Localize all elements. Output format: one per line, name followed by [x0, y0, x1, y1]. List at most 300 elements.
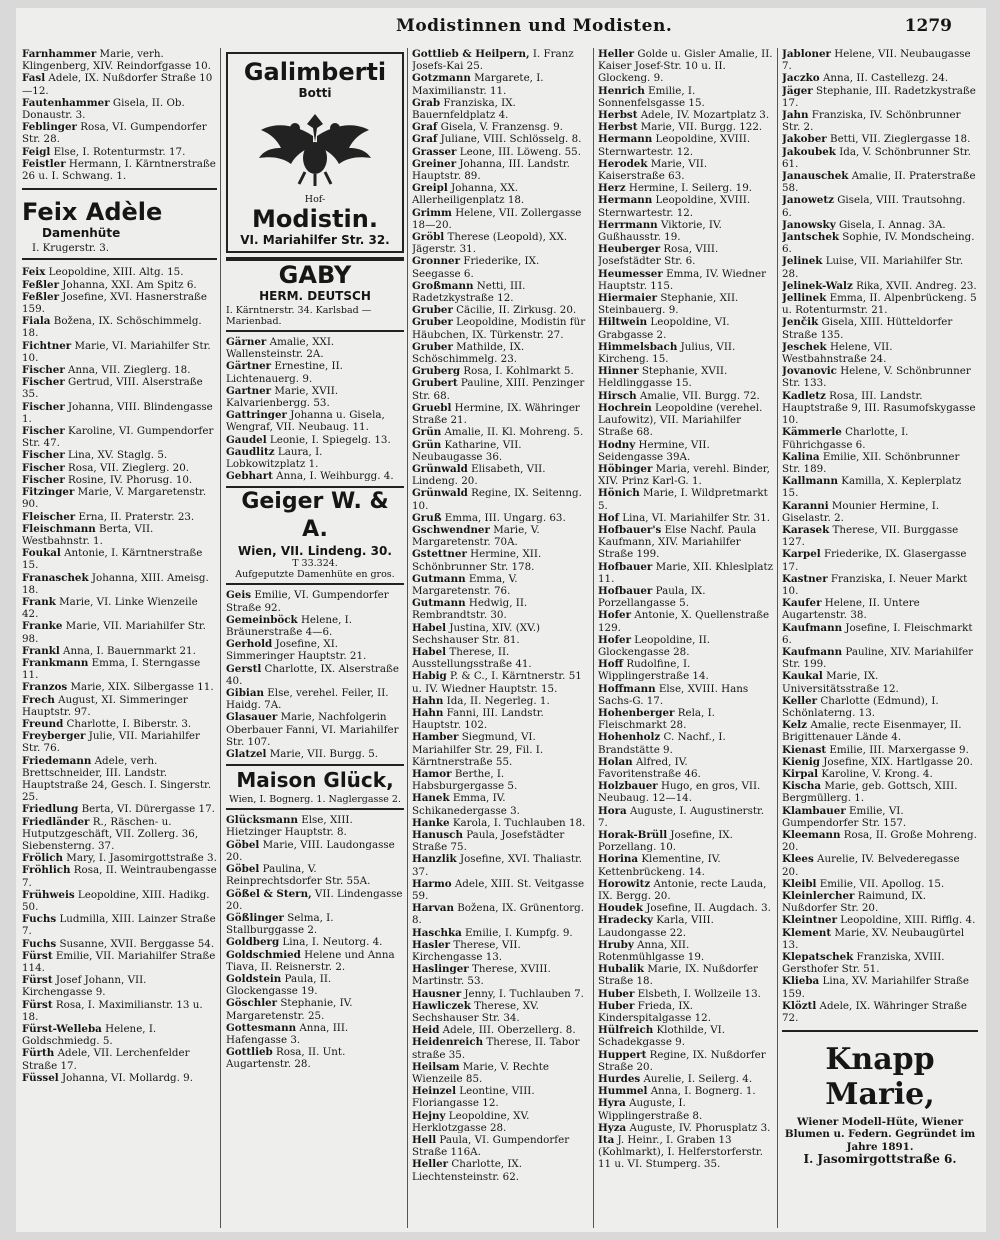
directory-entry — [412, 1085, 590, 1109]
directory-entry — [412, 158, 590, 182]
directory-entry — [598, 48, 774, 85]
entry-address: Paula, VI. Gumpendorfer Straße 116A. — [412, 1134, 570, 1159]
directory-entry — [412, 939, 590, 963]
entry-name: Fischer — [22, 473, 65, 486]
directory-entry — [226, 949, 404, 973]
entry-address: Helene, I. Bräunerstraße 4—6. — [226, 613, 353, 639]
entry-address: Leopoldine, VI. Grabgasse 2. — [598, 316, 730, 341]
entry-address: Stephanie, IV. Margaretenstr. 25. — [226, 997, 353, 1022]
ad-feix-sub: Damenhüte — [42, 226, 121, 241]
entry-address: Alfred, IV. Favoritenstraße 46. — [598, 755, 701, 780]
entry-address: Lina, I. Neutorg. 4. — [279, 936, 383, 949]
directory-entry — [412, 72, 590, 96]
directory-entry — [412, 524, 590, 548]
page-title: Modistinnen und Modisten. — [396, 16, 673, 36]
entry-name: Gschwendner — [412, 523, 490, 536]
entry-name: Harmo — [412, 877, 452, 890]
directory-entry — [226, 936, 404, 948]
directory-entry — [412, 573, 590, 597]
entry-name: Habel — [412, 621, 447, 634]
entry-address: Auguste, I. Augustinerstr. 7. — [598, 804, 765, 829]
entry-address: Marie, IX. Universitätsstraße 12. — [782, 670, 899, 695]
directory-entry — [782, 744, 978, 756]
entry-name: Hiermaier — [598, 292, 658, 305]
entry-address: Leone, III. Löweng. 55. — [456, 145, 581, 158]
column-divider — [593, 48, 594, 1228]
entry-address: Else, XVIII. Hans Sachs-G. 17. — [598, 682, 749, 707]
entry-name: Fürst-Welleba — [22, 1023, 102, 1036]
column-1-entries-bottom — [22, 266, 217, 1084]
entry-name: Franzos — [22, 681, 68, 694]
entry-name: Horina — [598, 853, 639, 866]
directory-entry — [598, 1049, 774, 1073]
entry-address: Marie, I. Wildpretmarkt 5. — [598, 487, 768, 512]
ad-geiger — [226, 486, 404, 585]
directory-entry — [412, 182, 590, 206]
entry-name: Hoffmann — [598, 682, 656, 695]
column-3 — [412, 48, 590, 1228]
entry-name: Gattringer — [226, 409, 287, 422]
directory-entry — [22, 681, 217, 693]
directory-entry — [782, 133, 978, 145]
directory-entry — [226, 888, 404, 912]
entry-name: Gottlieb & Heilpern, — [412, 48, 530, 60]
entry-address: Netti, III. Radetzkystraße 12. — [412, 279, 526, 305]
entry-address: Amalie, XXI. Wallensteinstr. 2A. — [226, 336, 335, 361]
ad-glueck-name: Maison Glück, — [236, 768, 394, 793]
entry-address: Rela, I. Fleischmarkt 28. — [598, 706, 715, 732]
directory-entry — [598, 780, 774, 804]
entry-name: Grün — [412, 426, 442, 439]
entry-name: Jellinek — [782, 292, 827, 305]
entry-name: Haschka — [412, 926, 462, 939]
entry-name: Franaschek — [22, 571, 89, 584]
directory-entry — [782, 365, 978, 389]
entry-address: Emilie, I. Sonnenfelsgasse 15. — [598, 84, 705, 109]
directory-entry — [782, 548, 978, 572]
entry-name: Klepatschek — [782, 951, 854, 964]
entry-name: Fürst — [22, 949, 53, 962]
entry-name: Hofbauer's — [598, 523, 662, 536]
directory-entry — [598, 390, 774, 402]
entry-name: Keller — [782, 694, 818, 707]
entry-address: Ernestine, II. Lichtenauerg. 9. — [226, 360, 343, 385]
entry-address: Laura, I. Lobkowitzplatz 1. — [226, 445, 323, 471]
entry-name: Gruberg — [412, 365, 461, 378]
entry-name: Jelinek-Walz — [782, 279, 853, 292]
entry-address: Marie, XV. Neubaugürtel 13. — [782, 926, 965, 951]
directory-entry — [782, 390, 978, 427]
entry-name: Karanni — [782, 499, 829, 512]
entry-name: Herz — [598, 182, 626, 195]
entry-address: J. Heinr., I. Graben 13 (Kohlmarkt), I. Helferstorferstr. 11 u. VI. Stumperg. 35. — [598, 1134, 763, 1171]
directory-entry — [226, 409, 404, 433]
entry-address: Kamilla, X. Keplerplatz 15. — [782, 475, 962, 500]
directory-entry — [782, 426, 978, 450]
entry-name: Hyza — [598, 1121, 627, 1134]
entry-name: Fiala — [22, 315, 51, 328]
directory-entry — [782, 756, 978, 768]
entry-name: Hodny — [598, 438, 636, 451]
entry-name: Herrmann — [598, 218, 658, 231]
entry-name: Gruber — [412, 316, 453, 329]
directory-entry — [22, 121, 217, 145]
entry-address: Helene, VII. Neubaugasse 7. — [782, 48, 971, 73]
entry-name: Kallmann — [782, 475, 838, 488]
directory-entry — [598, 487, 774, 511]
entry-address: Hermine, I. Seilerg. 19. — [625, 182, 753, 195]
directory-entry — [22, 364, 217, 376]
entry-name: Hohenberger — [598, 706, 675, 719]
entry-name: Gutmann — [412, 597, 466, 610]
entry-address: Antonie, X. Quellenstraße 129. — [598, 609, 770, 634]
directory-entry — [412, 1134, 590, 1158]
entry-address: Rosa, II. Unt. Augartenstr. 28. — [226, 1046, 346, 1071]
entry-name: Gerhold — [226, 638, 273, 651]
entry-address: Leonie, I. Spiegelg. 13. — [266, 433, 391, 446]
directory-entry — [598, 609, 774, 633]
directory-entry — [22, 279, 217, 291]
directory-entry — [598, 182, 774, 194]
entry-name: Glatzel — [226, 748, 267, 761]
directory-entry — [22, 401, 217, 425]
entry-address: Stephanie, III. Radetzkystraße 17. — [782, 84, 976, 109]
entry-name: Harvan — [412, 902, 454, 915]
directory-entry — [782, 255, 978, 279]
entry-address: Pauline, XIV. Mariahilfer Str. 199. — [782, 645, 974, 671]
directory-entry — [226, 863, 404, 887]
entry-name: Freund — [22, 717, 64, 730]
entry-address: Josefine, XIX. Hartlgasse 20. — [820, 755, 973, 768]
directory-entry — [598, 963, 774, 987]
directory-entry — [412, 1061, 590, 1085]
directory-entry — [226, 997, 404, 1021]
entry-address: Stephanie, XVII. Heldlinggasse 15. — [598, 365, 728, 390]
entry-name: Hubalik — [598, 963, 645, 976]
directory-entry — [226, 663, 404, 687]
entry-name: Hell — [412, 1134, 437, 1147]
entry-name: Holan — [598, 755, 633, 768]
entry-address: Klothilde, VI. Schadekgasse 9. — [598, 1024, 726, 1049]
entry-name: Hyra — [598, 1097, 626, 1110]
entry-name: Huber — [598, 999, 635, 1012]
directory-entry — [598, 988, 774, 1000]
directory-entry — [22, 950, 217, 974]
entry-name: Frank — [22, 595, 56, 608]
entry-address: Regine, IX. Seitenng. 10. — [412, 487, 582, 512]
entry-address: Gisela, XIII. Hütteldorfer Straße 135. — [782, 316, 953, 341]
entry-name: Fuchs — [22, 937, 57, 950]
entry-address: Božena, IX. Schöschimmelg. 18. — [22, 315, 202, 340]
entry-name: Hausner — [412, 987, 462, 1000]
directory-entry — [412, 426, 590, 438]
entry-name: Hofbauer — [598, 584, 653, 597]
entry-name: Kienig — [782, 755, 821, 768]
directory-entry — [22, 474, 217, 486]
entry-address: Golde u. Gisler Amalie, II. Kaiser Josef-Str. 10 u. II. Glockeng. 9. — [598, 48, 773, 85]
entry-name: Göbel — [226, 838, 260, 851]
entry-name: Huppert — [598, 1048, 647, 1061]
directory-entry — [226, 912, 404, 936]
entry-name: Heuberger — [598, 243, 661, 256]
ad-galimberti-title: Modistin. — [252, 205, 378, 233]
entry-address: Justina, XIV. (XV.) Sechshauser Str. 81. — [412, 621, 540, 646]
entry-name: Füssel — [22, 1071, 59, 1084]
entry-address: Elisabeth, VII. Lindeng. 20. — [412, 462, 546, 488]
entry-name: Fischer — [22, 376, 65, 389]
ad-gaby-name: GABY — [278, 261, 352, 289]
entry-name: Heidenreich — [412, 1036, 484, 1049]
entry-address: Marie, Nachfolgerin Oberbauer Fanni, VI. Mariahilfer Str. 107. — [226, 711, 399, 748]
directory-entry — [782, 194, 978, 218]
entry-name: Graf — [412, 133, 438, 146]
ad-galimberti-sub: Botti — [298, 86, 332, 100]
column-divider — [407, 48, 408, 1228]
directory-entry — [22, 146, 217, 158]
directory-entry — [782, 914, 978, 926]
directory-entry — [782, 975, 978, 999]
entry-name: Hofer — [598, 633, 632, 646]
entry-address: VII. Lindengasse 20. — [226, 887, 403, 912]
entry-address: Emma, IV. Schikanedergasse 3. — [412, 792, 520, 817]
directory-entry — [598, 634, 774, 658]
entry-name: Fürst — [22, 974, 53, 987]
entry-name: Grasser — [412, 145, 457, 158]
entry-name: Gottesmann — [226, 1021, 297, 1034]
entry-address: Margarete, I. Maximilianstr. 11. — [412, 72, 544, 97]
entry-name: Graf — [412, 121, 438, 134]
directory-entry — [598, 1085, 774, 1097]
entry-address: Gisela, II. Ob. Donaustr. 3. — [22, 96, 185, 122]
directory-entry — [22, 694, 217, 718]
ad-gaby-text: I. Kärntnerstr. 34. Karlsbad — Marienbad. — [226, 305, 372, 327]
entry-address: Sophie, IV. Mondscheing. 6. — [782, 231, 975, 256]
entry-address: Rosa, VI. Gumpendorfer Str. 28. — [22, 121, 207, 146]
entry-address: Auguste, I. Wipplingerstraße 8. — [598, 1097, 703, 1122]
ad-geiger-name: Geiger W. & A. — [241, 489, 389, 543]
column-2-entries-bottom — [226, 814, 404, 1070]
entry-name: Klement — [782, 926, 832, 939]
entry-name: Herbst — [598, 121, 638, 134]
entry-address: Luise, VII. Mariahilfer Str. 28. — [782, 255, 964, 280]
directory-entry — [226, 1022, 404, 1046]
entry-name: Fleischer — [22, 510, 76, 523]
entry-address: Hermine, VII. Seidengasse 39A. — [598, 438, 710, 463]
directory-entry — [412, 731, 590, 768]
directory-entry — [22, 486, 217, 510]
entry-name: Hahn — [412, 694, 444, 707]
directory-entry — [22, 913, 217, 937]
entry-name: Frankmann — [22, 656, 89, 669]
entry-name: Hülfreich — [598, 1024, 654, 1037]
entry-name: Kastner — [782, 572, 828, 585]
entry-address: Therese, XV. Sechshauser Str. 34. — [412, 999, 539, 1025]
entry-address: Charlotte (Edmund), I. Schönlaterng. 13. — [782, 694, 939, 719]
entry-address: Marie, VII. Burgg. 122. — [637, 121, 763, 134]
entry-address: Leontine, VIII. Floriangasse 12. — [412, 1085, 535, 1110]
directory-entry — [412, 97, 590, 121]
entry-name: Hruby — [598, 938, 634, 951]
entry-name: Fischer — [22, 425, 65, 438]
entry-address: Marie, V. Margaretenstr. 90. — [22, 486, 207, 511]
entry-address: Regine, IX. Nußdorfer Straße 20. — [598, 1048, 766, 1073]
entry-name: Friedländer — [22, 815, 90, 828]
entry-address: Adele, VII. Lerchenfelder Straße 17. — [22, 1047, 190, 1072]
entry-address: Emilie, VI. Gumpendorfer Str. 157. — [782, 804, 907, 829]
entry-name: Kaufer — [782, 597, 822, 610]
entry-address: Helene und Anna Tiava, II. Reisnerstr. 2. — [226, 948, 395, 973]
entry-address: Pauline, XIII. Penzinger Str. 68. — [412, 377, 585, 402]
entry-address: P. & C., I. Kärntnerstr. 51 u. IV. Wiedner Hauptstr. 15. — [412, 670, 582, 695]
entry-address: Johanna, III. Landstr. Hauptstr. 89. — [412, 157, 570, 183]
entry-address: Gertrud, VIII. Alserstraße 35. — [22, 376, 203, 401]
entry-address: Marie, verh. Klingenberg, XIV. Reindorfgasse 10. — [22, 48, 211, 73]
entry-address: Amalie, VII. Burgg. 72. — [636, 389, 760, 402]
entry-name: Haslinger — [412, 963, 469, 976]
entry-address: Paula, Josefstädter Straße 75. — [412, 829, 565, 854]
entry-name: Hirsch — [598, 389, 637, 402]
directory-entry — [412, 341, 590, 365]
entry-address: Emma, III. Ungarg. 63. — [441, 511, 566, 524]
entry-name: Hawliczek — [412, 999, 471, 1012]
directory-entry — [412, 146, 590, 158]
entry-name: Jäger — [782, 84, 813, 97]
directory-entry — [782, 48, 978, 72]
entry-name: Hejny — [412, 1109, 446, 1122]
column-5-entries — [782, 48, 978, 1024]
directory-entry — [412, 1158, 590, 1182]
entry-address: Berthe, I. Habsburgergasse 5. — [412, 767, 518, 793]
entry-address: Leopoldine, XV. Herklotzgasse 28. — [412, 1109, 530, 1134]
entry-address: Therese, II. Tabor straße 35. — [412, 1036, 580, 1061]
entry-name: Geis — [226, 589, 252, 602]
entry-name: Fleischmann — [22, 522, 96, 535]
directory-entry — [22, 852, 217, 864]
directory-entry — [22, 718, 217, 730]
entry-name: Hoff — [598, 658, 624, 671]
entry-name: Greipl — [412, 182, 448, 195]
entry-address: Auguste, IV. Phorusplatz 3. — [626, 1121, 771, 1134]
directory-entry — [412, 512, 590, 524]
column-2-entries-top — [226, 336, 404, 482]
entry-name: Fischer — [22, 400, 65, 413]
directory-entry — [412, 792, 590, 816]
entry-name: Hummel — [598, 1085, 648, 1098]
entry-address: Emilie, VII. Mariahilfer Straße 114. — [22, 949, 216, 975]
entry-address: Rosa, VIII. Josefstädter Str. 6. — [598, 243, 719, 268]
entry-address: Rosa, II. Große Mohreng. 20. — [782, 829, 977, 854]
directory-entry — [412, 377, 590, 401]
entry-name: Hochrein — [598, 401, 652, 414]
directory-entry — [598, 402, 774, 439]
directory-entry — [412, 255, 590, 279]
entry-address: Karoline, VI. Gumpendorfer Str. 47. — [22, 425, 214, 450]
entry-name: Gutmann — [412, 572, 466, 585]
entry-address: Marie, VII. Mariahilfer Str. 98. — [22, 620, 206, 645]
directory-entry — [782, 219, 978, 231]
entry-name: Heumesser — [598, 267, 663, 280]
entry-name: Hof — [598, 511, 620, 524]
directory-entry — [598, 756, 774, 780]
directory-entry — [412, 622, 590, 646]
entry-name: Kienast — [782, 743, 827, 756]
directory-entry — [598, 85, 774, 109]
directory-entry — [412, 988, 590, 1000]
entry-name: Ita — [598, 1134, 615, 1147]
entry-address: Else, verehel. Feiler, II. Haidg. 7A. — [226, 687, 389, 712]
entry-address: Fanni, III. Landstr. Hauptstr. 102. — [412, 706, 544, 732]
directory-entry — [412, 927, 590, 939]
directory-entry — [782, 109, 978, 133]
directory-entry — [412, 133, 590, 145]
entry-name: Heid — [412, 1024, 440, 1037]
entry-address: Hermann, I. Kärntnerstraße 26 u. I. Schwang. 1. — [22, 157, 216, 183]
column-3-entries — [412, 48, 590, 1183]
directory-entry — [22, 657, 217, 681]
entry-name: Heller — [412, 1158, 449, 1171]
entry-address: Franziska, IX. Bauernfeldplatz 4. — [412, 96, 516, 122]
directory-entry — [412, 707, 590, 731]
entry-address: Adele, IX. Währinger Straße 72. — [782, 999, 967, 1025]
entry-name: Hofbauer — [598, 560, 653, 573]
entry-name: Glücksmann — [226, 814, 298, 827]
directory-entry — [598, 194, 774, 218]
ad-knapp-name: Knapp Marie, — [825, 1042, 935, 1113]
entry-name: Hanke — [412, 816, 450, 829]
directory-entry — [412, 439, 590, 463]
entry-address: Karola, I. Tuchlauben 18. — [449, 816, 586, 829]
entry-address: Josefine, IX. Porzellang. 10. — [598, 829, 733, 854]
entry-address: Frieda, IX. Kinderspitalgasse 12. — [598, 999, 712, 1025]
entry-address: Julius, VII. Kircheng. 15. — [598, 340, 736, 366]
entry-name: Feßler — [22, 290, 60, 303]
entry-name: Jabloner — [782, 48, 831, 60]
directory-entry — [22, 1023, 217, 1047]
directory-entry — [226, 589, 404, 613]
double-eagle-icon — [255, 106, 375, 188]
directory-entry — [22, 291, 217, 315]
entry-name: Herbst — [598, 109, 638, 122]
entry-name: Grünwald — [412, 487, 468, 500]
directory-entry — [598, 512, 774, 524]
entry-name: Hönich — [598, 487, 640, 500]
column-5 — [782, 48, 978, 1228]
entry-name: Gößel & Stern, — [226, 887, 312, 900]
directory-entry — [226, 748, 404, 760]
entry-name: Frech — [22, 693, 55, 706]
entry-name: Kämmerle — [782, 426, 842, 439]
entry-address: Cäcilie, II. Zirkusg. 20. — [452, 304, 577, 317]
column-4 — [598, 48, 774, 1228]
directory-entry — [598, 1000, 774, 1024]
entry-address: Charlotte, I. Führichgasse 6. — [782, 426, 909, 451]
directory-entry — [782, 622, 978, 646]
directory-entry — [782, 780, 978, 804]
entry-address: Leopoldine, XIII. Rifflg. 4. — [837, 914, 976, 927]
ad-gaby — [226, 257, 404, 332]
entry-name: Frankl — [22, 644, 60, 657]
entry-address: Paula, II. Glockengasse 19. — [226, 972, 332, 998]
directory-entry — [412, 1110, 590, 1134]
entry-address: Therese (Leopold), XX. Jägerstr. 31. — [412, 231, 568, 256]
directory-entry — [226, 385, 404, 409]
directory-page — [16, 8, 986, 1232]
directory-entry — [22, 72, 217, 96]
entry-address: Selma, I. Stallburggasse 2. — [226, 911, 334, 937]
page-number: 1279 — [904, 16, 952, 36]
entry-address: Lina, XV. Mariahilfer Straße 159. — [782, 975, 970, 1000]
entry-address: C. Nachf., I. Brandstätte 9. — [598, 731, 726, 756]
